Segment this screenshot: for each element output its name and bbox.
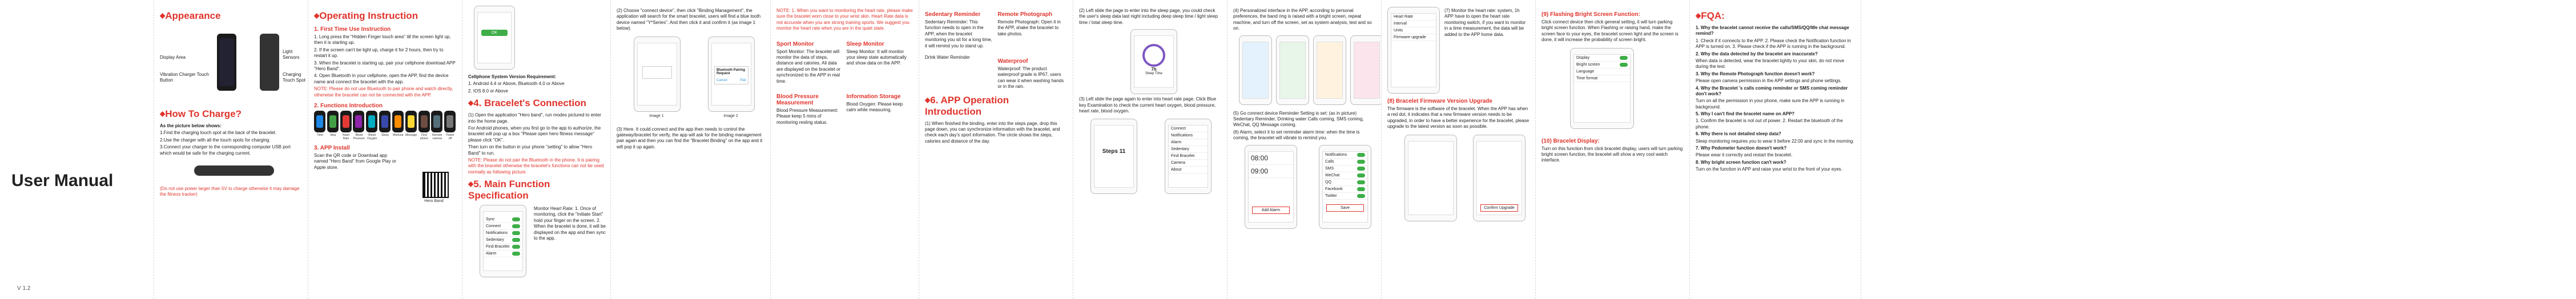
add-alarm-button[interactable]: Add Alarm: [1252, 207, 1290, 214]
function-label: Find phone: [420, 133, 428, 140]
notify-item[interactable]: Facebook: [1323, 186, 1367, 193]
pairing-detail: (3) Here. It could connect and the app then needs to control the gateway/bracelet for verify, the app will ask for the binding management pair again and then you can find the "Bracelet Binding" on the app and it will pop it up again.: [617, 126, 763, 150]
qr-code-image: [422, 172, 449, 198]
function-watch: [314, 111, 325, 132]
band-back-image: [260, 34, 279, 91]
phone-mockup: [1239, 35, 1272, 105]
phone-mockup: [480, 205, 526, 277]
function-label: Sleep: [381, 133, 389, 137]
sleep-ring: [1142, 44, 1165, 67]
connect-step: (1) Open the application "Hero band", run modes pictured to enter into the home page.: [468, 112, 601, 124]
function-label: Message: [405, 133, 417, 137]
steps-value: Steps 11: [1102, 148, 1126, 155]
connect-step: For Android phones, when you first go to the app to authorize, the bracelet will pop up a box "Please open hero fitness message" please click "OK".: [468, 125, 601, 143]
operating-step: 4. Open Bluetooth in your cellphone, open the APP, find the device name and connect the bracelet with the app.: [314, 73, 449, 84]
image-caption: Image 1: [649, 114, 664, 118]
menu-item[interactable]: Alarm: [1169, 139, 1208, 146]
operating-step: 1. Long press the "Hidden Finger touch area" till the screen light up, then it is starting up.: [314, 34, 451, 46]
charger-cable-image: [194, 165, 274, 176]
faq-answer: When data is detected, wear the bracelet tightly to your skin, do not move during the test.: [1696, 58, 1845, 70]
charge-heading: ◆ How To Charge?: [160, 108, 302, 120]
label-charging: Charging Touch Spot: [283, 72, 306, 83]
menu-item[interactable]: Notifications: [1169, 132, 1208, 139]
sport-item: Blood Oxygen: Please keep calm while measuring.: [846, 101, 903, 113]
sport-item-heading: Information Storage: [846, 93, 901, 100]
sleep-label: Sleep Time: [1145, 72, 1162, 76]
function-watch: [340, 111, 352, 132]
faq-question: 8. Why bright screen function can't work?: [1696, 159, 1786, 165]
reminder-text: Remote Photograph: Open it in the APP, shake the bracelet to take photos.: [997, 19, 1061, 37]
spec-text: Monitor Heart Rate: 1. Once of monitoring, click the "Initiate Start" hold your finger on the screen. 2. When the bracelet is done, it will be displayed on the app and then sync to the app.: [534, 206, 606, 241]
image-caption: Image 2: [723, 114, 738, 118]
phone-open-button: OK: [481, 30, 508, 36]
display-item[interactable]: Time format: [1574, 75, 1630, 82]
faq-question: 5. Why I can't find the bracelet name on APP?: [1696, 111, 1795, 117]
setting-item[interactable]: Units: [1391, 27, 1436, 34]
alarm-time[interactable]: 08:00: [1249, 152, 1293, 165]
app-op-text: (1) When finished the binding, enter into the steps page, drop this page down, you can synchronize information with the bracelet, and check each day's sport information. The circle shows the steps, calories and distance of the day.: [925, 120, 1060, 144]
faq-answer: 1. Check if it connects to the APP. 2. Please check the Notification function in APP is turned on. 3. Please check if the APP is running in the background.: [1696, 38, 1852, 50]
version-label: V 1.2: [17, 285, 31, 292]
alarm-time[interactable]: 09:00: [1249, 165, 1293, 178]
phone-mockup: [1090, 119, 1137, 194]
connect-note: NOTE: Please do not pair the Bluetooth in the phone. It is pairing with the bracelet otherwise the bracelet's functions can not be used normally as following picture.: [468, 157, 604, 175]
faq-question: 3. Why the Remote Photograph function doesn't work?: [1696, 71, 1815, 76]
spec-heading: ◆ 5. Main Function Specification: [468, 179, 605, 201]
operating-heading: ◆ Operating Instruction: [314, 10, 456, 22]
charge-note: (Do not use power larger than 5V to charge otherwise it may damage the fitness tracker): [160, 185, 300, 197]
charge-sub: As the picture below shows:: [160, 123, 222, 128]
reminder-heading: Remote Photograph: [997, 11, 1053, 18]
function-label: Power off: [446, 133, 454, 140]
phone-mockup: [708, 37, 755, 112]
function-label: Time: [316, 133, 323, 137]
notify-item[interactable]: WeChat: [1323, 172, 1367, 179]
phone-list-item[interactable]: Sedentary: [484, 237, 522, 244]
charge-step: 1.Find the charging touch spot at the back of the bracelet.: [160, 130, 277, 136]
pairing-panel: [611, 0, 771, 299]
operating-panel: [308, 0, 462, 299]
phone-mockup: [1387, 7, 1440, 94]
function-label: Heart Rate: [342, 133, 350, 140]
function-watch: [431, 111, 442, 132]
requirement: 2. IOS 8.0 or Above: [468, 88, 508, 94]
sport-item-heading: Sleep Monitor: [846, 41, 884, 47]
connect-step: Then turn on the button in your phone "setting" to allow "Hero Band" to run.: [468, 144, 593, 156]
heart-text: (3) Left slide the page again to enter into heart rate page. Click Blue key Examination to check the current heart oxygen, blood pressure, heart rate, blood oxygen.: [1079, 96, 1217, 114]
bright-screen-panel: [1536, 0, 1690, 299]
faq-answer: Please open camera permission in the APP settings and phone settings.: [1696, 78, 1842, 84]
appearance-heading: ◆ Appearance: [160, 10, 302, 22]
phone-list-item[interactable]: Find Bracelet: [484, 244, 522, 250]
device-list-item[interactable]: [642, 66, 672, 79]
app-op-heading: ◆ 6. APP Operation Introduction: [925, 95, 1067, 118]
phone-list-item[interactable]: Connect: [484, 223, 522, 230]
display-heading: (10) Bracelet Display:: [1541, 138, 1600, 144]
phone-mockup: [1404, 135, 1457, 221]
sport-item: Blood Pressure Measurement: Please keep 5 mins of monitoring resting status.: [776, 107, 839, 125]
save-button[interactable]: Save: [1326, 204, 1364, 212]
connection-panel: [462, 0, 611, 299]
function-label: Workout: [393, 133, 404, 137]
faq-answer: Turn on all the permission in your phone, make sure the APP is running in background.: [1696, 98, 1845, 110]
operating-note: NOTE: Please do not use Bluetooth to pair phone and watch directly, otherwise the bracelet can not be connected with the APP.: [314, 86, 453, 98]
faq-answer: 1. Confirm the bracelet is not out of power. 2. Restart the bluetooth of the phone.: [1696, 118, 1843, 130]
pairing-text: (2) Choose "connect device", then click "Binding Management", the application will search for the smart bracelet, users will find a blue tooth device named "Y*Series". And then click it and confirm it (as image 1 below).: [617, 8, 761, 31]
label-light: Light Sensors: [283, 49, 300, 60]
phone-mockup: [1165, 119, 1211, 194]
operating-step: 2. If the screen can't be light up, charge it for 2 hours, then try to restart it up.: [314, 47, 444, 59]
bright-text: Click connect device then click general setting, it will turn parking bright screen function. When Flashing or raising hand, make the screen face to your eyes, the bracelet screen light and the screen is done, it will increase the probability of screen bright.: [1541, 19, 1679, 43]
faq-answer: Sleep monitoring requires you to wear it before 22:00 and sync in the morning.: [1696, 138, 1854, 144]
function-label: Step: [330, 133, 336, 137]
faq-question: 6. Why there is not detailed sleep data?: [1696, 131, 1781, 137]
faq-answer: Turn on the function in APP and raise your wrist to the front of your eyes.: [1696, 167, 1843, 172]
notify-item[interactable]: QQ: [1323, 179, 1367, 186]
phone-list-item[interactable]: Sync: [484, 216, 522, 223]
faq-question: 1. Why the bracelet cannot receive the calls/SMS/QQ/We chat message remind?: [1696, 25, 1849, 37]
function-watch: [327, 111, 339, 132]
function-label: Remote camera: [432, 133, 442, 140]
sport-item: Sleep Monitor: It will monitor your sleep state automatically and show data on the APP.: [846, 49, 907, 66]
reminder-heading: Waterproof: [997, 58, 1028, 64]
confirm-upgrade-button[interactable]: Confirm Upgrade: [1480, 204, 1518, 212]
sport-item: Sport Monitor: The bracelet will monitor the data of steps, distance and calories. All data are displayed on the bracelet or synchronized to the APP in real time.: [776, 49, 841, 84]
function-label: Blood Pressure: [353, 133, 365, 140]
setting-item[interactable]: Heart Rate: [1391, 14, 1436, 21]
label-display: Display Area: [160, 55, 186, 60]
setting-item[interactable]: Firmware upgrade: [1391, 34, 1436, 41]
faq-question: 7. Why Pedometer function doesn't work?: [1696, 146, 1787, 151]
display-item[interactable]: Display: [1574, 55, 1630, 62]
charge-step: 2.Use the charger with all the touch spots for charging.: [160, 137, 271, 143]
display-item[interactable]: Bright screen: [1574, 62, 1630, 68]
sleep-value: 7h: [1151, 67, 1157, 72]
function-watch: [392, 111, 404, 132]
phone-list-item[interactable]: Notifications: [484, 230, 522, 237]
cover-title: User Manual: [11, 171, 114, 190]
functions-strip: [314, 111, 456, 140]
settings-panel: [1227, 0, 1382, 299]
faq-question: 4. Why the Bracelet 's calls coming reminder or SMS coming reminder don't work?: [1696, 85, 1848, 96]
faq-answer: Please wear it correctly and restart the bracelet.: [1696, 152, 1793, 158]
band-front-image: [217, 34, 236, 91]
phone-mockup: [1473, 135, 1526, 221]
functions-heading: 2. Functions Introduction: [314, 102, 383, 109]
settings-text: (4) Personalized interface in the APP, according to personal preferences, the band ring is raised with a bright screen, repeat machine, and turn off the screen, set as system analysis, test and so on.: [1233, 8, 1372, 31]
setting-item[interactable]: Interval: [1391, 21, 1436, 27]
sport-item-heading: Blood Pressure Measurement: [776, 93, 819, 106]
operating-step: 3. When the bracelet is starting up, pair your cellphone download APP "Hero Band".: [314, 60, 456, 71]
dialog-pair-button[interactable]: Pair: [740, 78, 746, 82]
phone-mockup: [1570, 48, 1634, 129]
function-watch: [444, 111, 456, 132]
requirement: 1. Android 4.4 or Above, Bluetooth 4.0 or Above: [468, 81, 565, 87]
sport-note: NOTE: 1. When you want to monitoring the heart rate, please make sure the bracelet worn close to your wrist skin. Heart Rate data is not accurate when you are strong training sports. We suggest you monitor the heart rate when you are in the quiet state.: [776, 8, 913, 31]
phone-mockup: [474, 6, 515, 70]
label-touch: Vibration Charger Touch Button: [160, 72, 209, 83]
menu-item[interactable]: About: [1169, 167, 1208, 173]
upgrade-heading: (8) Bracelet Firmware Version Upgrade: [1387, 98, 1492, 104]
notify-item[interactable]: Twitter: [1323, 193, 1367, 200]
sport-panel: [771, 0, 919, 299]
connection-heading: ◆ 4. Bracelet's Connection: [468, 98, 605, 109]
notify-item[interactable]: SMS: [1323, 165, 1367, 172]
app-install-heading: 3. APP Install: [314, 144, 350, 151]
menu-item[interactable]: Sedentary: [1169, 146, 1208, 153]
cover-panel: [0, 0, 154, 299]
alarm-text: (6) Alarm, select it to set reminder alarm time: when the time is coming, the bracelet will vibrate to remind you.: [1233, 129, 1360, 141]
app-steps-panel: [1073, 0, 1227, 299]
function-watch: [366, 111, 377, 132]
phone-mockup: [1350, 35, 1382, 105]
notify-item[interactable]: Notifications: [1323, 152, 1367, 159]
phone-mockup: [634, 37, 681, 112]
function-watch: [379, 111, 391, 132]
reminder-heading: Sedentary Reminder: [925, 11, 981, 18]
pairing-dialog: Bluetooth Pairing Request Cancel Pair: [714, 66, 748, 84]
sport-item-heading: Sport Monitor: [776, 41, 814, 47]
function-watch: [405, 111, 417, 132]
more-panel: [1382, 0, 1536, 299]
phone-mockup: [1276, 35, 1309, 105]
qr-caption: Hero Band: [424, 199, 444, 204]
phone-mockup: [1313, 35, 1346, 105]
reminder-settings-text: (5) Go connect device Reminder Setting is set: (as in picture) Sedentary Reminder, Drinking water Calls coming, SMS coming, WeChat, QQ Message coming.: [1233, 110, 1364, 128]
faq-question: 2. Why the data detected by the bracelet are inaccurate?: [1696, 51, 1818, 56]
bright-heading: (9) Flashing Bright Screen Function:: [1541, 11, 1640, 18]
menu-item[interactable]: Camera: [1169, 160, 1208, 167]
display-item[interactable]: Language: [1574, 68, 1630, 75]
appearance-panel: [154, 0, 308, 299]
phone-mockup: [1245, 145, 1297, 229]
reminder-text: Sedentary Reminder: This function needs to open in the APP, when the bracelet monitoring you sit for a long time, it will remind you to stand up.: [925, 19, 992, 49]
phone-list-item[interactable]: Alarm: [484, 250, 522, 257]
heart-monitor-text: (7) Monitor the heart rate: system, 1h APP have to open the heart rate monitoring switch, if you want to monitor in a time measurement, the data will be added to the APP home data.: [1444, 8, 1526, 37]
display-text: Turn on this function from click bracelet display, users will turn parking bright screen function, the bracelet will show a very cool watch interface.: [1541, 146, 1683, 163]
upgrade-text: The firmware is the software of the bracelet. When the APP has when a red dot, it indicates that a new firmware version needs to be upgraded, in order to have a better experience for the bracelet, please upgrade to the latest version as soon as possible.: [1387, 106, 1530, 130]
notify-item[interactable]: Calls: [1323, 159, 1367, 165]
function-label: Blood Oxygen: [367, 133, 377, 140]
requirements-heading: Cellphone System Version Requirement:: [468, 74, 557, 79]
phone-mockup: [1319, 145, 1371, 229]
function-watch: [353, 111, 364, 132]
dialog-cancel-button[interactable]: Cancel: [717, 78, 727, 82]
reminders-panel: [919, 0, 1073, 299]
charge-step: 3.Connect your charger to the corresponding computer USB port which would be safe for the charging current.: [160, 144, 291, 156]
app-install-text: Scan the QR code or Download app named "Hero Band" from Google Play or Apple store.: [314, 152, 396, 170]
first-time-heading: 1. First Time Use Instruction: [314, 26, 391, 33]
reminder-text: Drink Water Reminder: [925, 54, 970, 60]
faq-heading: ◆ FQA:: [1696, 10, 1855, 22]
menu-item[interactable]: Connect: [1169, 126, 1208, 132]
phone-mockup: [1130, 29, 1177, 94]
sleep-text: (2) Left slide the page to enter into the sleep page, you could check the user's sleep data last night including deep sleep time / light sleep time / total sleep time.: [1079, 8, 1218, 25]
menu-item[interactable]: Find Bracelet: [1169, 153, 1208, 160]
reminder-text: Waterproof: The product waterproof grade is IP67, users can wear it when washing hands or in the rain.: [997, 66, 1064, 90]
function-watch: [418, 111, 430, 132]
faq-panel: [1690, 0, 1861, 299]
